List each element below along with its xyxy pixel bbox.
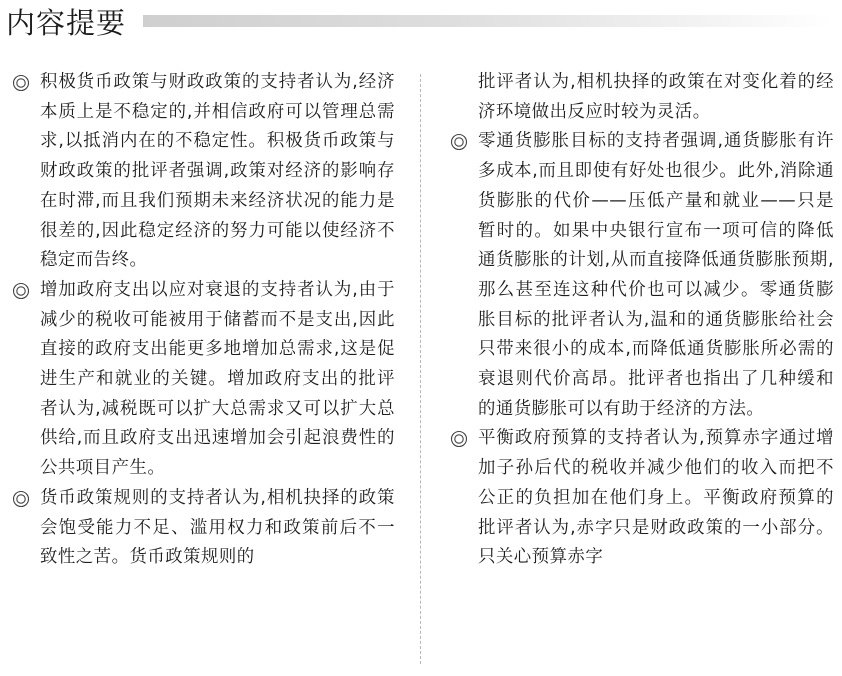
double-circle-icon xyxy=(450,133,468,151)
summary-item-text: 增加政府支出以应对衰退的支持者认为,由于减少的税收可能被用于储蓄而不是支出,因此直接的政府支出能更多地增加总需求,这是促进生产和就业的关键。增加政府支出的批评者认为,减税既可以扩大总需求又可以扩大总供给,而且政府支出迅速增加会引起浪费性的公共项目产生。 xyxy=(40,279,395,479)
double-circle-icon xyxy=(12,74,30,92)
double-circle-icon xyxy=(450,430,468,448)
summary-item xyxy=(10,68,395,276)
summary-item-continuation xyxy=(448,68,834,127)
summary-item-text: 批评者认为,相机抉择的政策在对变化着的经济环境做出反应时较为灵活。 xyxy=(478,72,834,122)
summary-item-text: 零通货膨胀目标的支持者强调,通货膨胀有许多成本,而且即使有好处也很少。此外,消除通货膨胀的代价——压低产量和就业——只是暂时的。如果中央银行宣布一项可信的降低通货膨胀的计划,从而直接降低通货膨胀预期,那么甚至连这种代价也可以减少。零通货膨胀目标的批评者认为,温和的通货膨胀给社会只带来很小的成本,而降低通货膨胀所必需的衰退则代价高昂。批评者也指出了几种缓和的通货膨胀可以有助于经济的方法。 xyxy=(478,131,834,419)
summary-item xyxy=(448,424,834,573)
column-divider xyxy=(420,74,421,664)
summary-item xyxy=(448,127,834,424)
double-circle-icon xyxy=(12,282,30,300)
summary-item xyxy=(10,484,395,573)
summary-item-text: 平衡政府预算的支持者认为,预算赤字通过增加子孙后代的税收并减少他们的收入而把不公正的负担加在他们身上。平衡政府预算的批评者认为,赤字只是财政政策的一小部分。只关心预算赤字 xyxy=(478,428,834,568)
summary-item-text: 货币政策规则的支持者认为,相机抉择的政策会饱受能力不足、滥用权力和政策前后不一致性之苦。货币政策规则的 xyxy=(40,487,395,568)
section-header xyxy=(0,0,842,46)
section-title: 内容提要 xyxy=(6,6,127,40)
summary-item xyxy=(10,276,395,484)
double-circle-icon xyxy=(12,490,30,508)
header-gradient-bar xyxy=(143,15,832,27)
left-column xyxy=(10,68,395,573)
summary-item-text: 积极货币政策与财政政策的支持者认为,经济本质上是不稳定的,并相信政府可以管理总需求,以抵消内在的不稳定性。积极货币政策与财政政策的批评者强调,政策对经济的影响存在时滞,而且我们预期未来经济状况的能力是很差的,因此稳定经济的努力可能以使经济不稳定而告终。 xyxy=(40,72,395,271)
right-column xyxy=(448,68,834,573)
